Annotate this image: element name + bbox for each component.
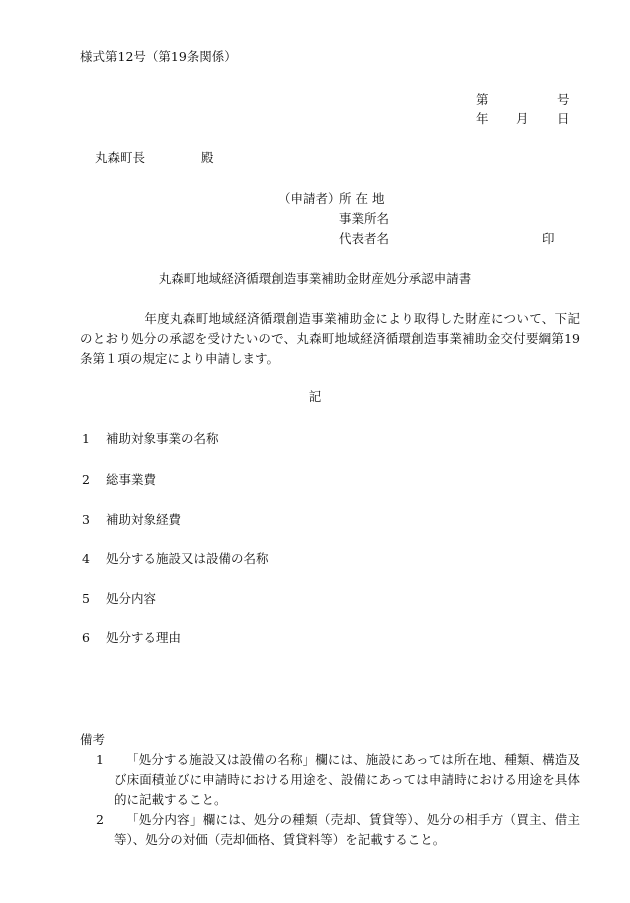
seal-label: 印 bbox=[542, 231, 555, 246]
remark-text: 「処分する施設又は設備の名称」欄には、施設にあっては所在地、種類、構造及び床面積並びに申請時における用途を、設備にあっては申請時における用途を具体的に記載すること。 bbox=[114, 752, 580, 807]
addressee-honorific: 殿 bbox=[201, 150, 214, 165]
form-number: 様式第12号（第19条関係） bbox=[80, 49, 237, 64]
date-month-label: 月 bbox=[516, 111, 529, 126]
item-number: 5 bbox=[82, 591, 90, 606]
representative-label: 代表者名 bbox=[339, 231, 390, 246]
date-day-label: 日 bbox=[557, 111, 570, 126]
remarks-heading: 備考 bbox=[80, 732, 106, 747]
item-label: 総事業費 bbox=[106, 472, 157, 487]
addressee-name: 丸森町長 bbox=[95, 150, 146, 165]
item-number: 3 bbox=[82, 512, 90, 527]
list-item bbox=[82, 590, 156, 608]
remark-note bbox=[96, 810, 580, 850]
item-number: 4 bbox=[82, 551, 90, 566]
remark-number: 1 bbox=[96, 752, 104, 767]
date-year-label: 年 bbox=[476, 111, 489, 126]
body-text: 年度丸森町地域経済循環創造事業補助金により取得した財産について、下記のとおり処分の承認を受けたいので、丸森町地域経済循環創造事業補助金交付要綱第19条第１項の規定により申請します。 bbox=[80, 311, 580, 366]
remark-number: 2 bbox=[96, 812, 104, 827]
item-label: 処分する理由 bbox=[106, 630, 182, 645]
list-item bbox=[82, 629, 181, 647]
list-item bbox=[82, 550, 269, 568]
item-number: 6 bbox=[82, 630, 90, 645]
remark-note bbox=[96, 750, 580, 810]
list-item bbox=[82, 430, 219, 448]
body-paragraph bbox=[80, 309, 580, 369]
list-item bbox=[82, 471, 156, 489]
item-label: 補助対象事業の名称 bbox=[106, 431, 219, 446]
ki-heading: 記 bbox=[308, 389, 322, 404]
item-number: 1 bbox=[82, 431, 90, 446]
item-label: 補助対象経費 bbox=[106, 512, 182, 527]
address-label: 所在地 bbox=[339, 191, 389, 206]
document-title: 丸森町地域経済循環創造事業補助金財産処分承認申請書 bbox=[158, 271, 472, 286]
remark-text: 「処分内容」欄には、処分の種類（売却、賃貸等）、処分の相手方（買主、借主等）、処分の対価（売却価格、賃貸料等）を記載すること。 bbox=[114, 812, 580, 847]
item-label: 処分内容 bbox=[106, 591, 157, 606]
item-label: 処分する施設又は設備の名称 bbox=[106, 551, 269, 566]
number-suffix: 号 bbox=[557, 92, 570, 107]
list-item bbox=[82, 511, 181, 529]
office-name-label: 事業所名 bbox=[339, 211, 390, 226]
item-number: 2 bbox=[82, 472, 90, 487]
applicant-tag: （申請者） bbox=[278, 191, 341, 206]
number-prefix: 第 bbox=[476, 92, 489, 107]
